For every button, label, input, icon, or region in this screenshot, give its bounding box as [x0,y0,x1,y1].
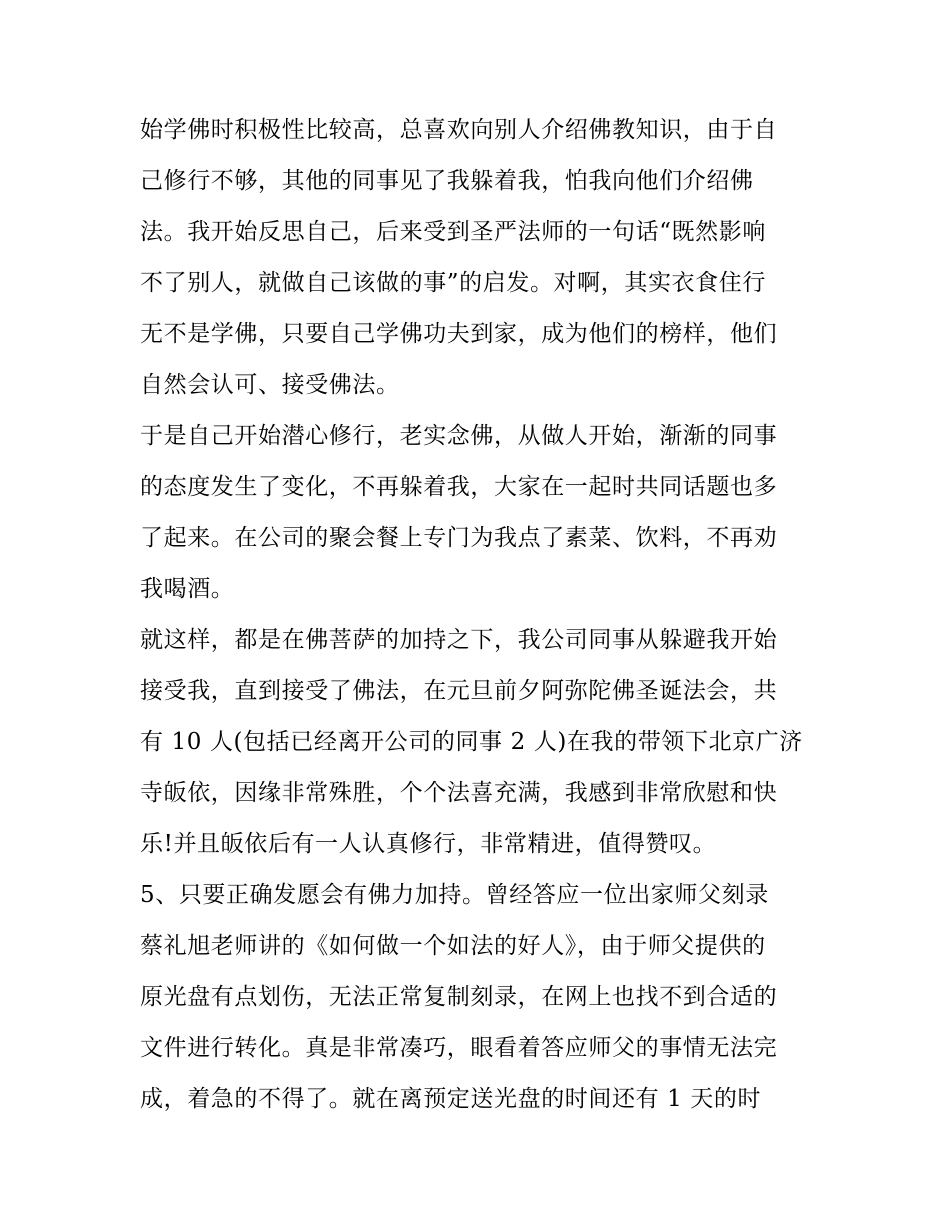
text-line: 于是自己开始潜心修行，老实念佛，从做人开始，渐渐的同事 [140,423,778,449]
text-line: 就这样，都是在佛菩萨的加持之下，我公司同事从躲避我开始 [140,627,778,653]
text-line: 5、只要正确发愿会有佛力加持。曾经答应一位出家师父刻录 [140,882,769,908]
text-line: 始学佛时积极性比较高，总喜欢向别人介绍佛教知识，由于自 [140,117,778,143]
text-line: 文件进行转化。真是非常凑巧，眼看着答应师父的事情无法完 [140,1035,778,1061]
text-line: 原光盘有点划伤，无法正常复制刻录，在网上也找不到合适的 [140,984,778,1010]
text-line: 成，着急的不得了。就在离预定送光盘的时间还有 1 天的时 [140,1086,762,1112]
text-line: 我喝酒。 [140,576,235,602]
text-line: 乐!并且皈依后有一人认真修行，非常精进，值得赞叹。 [140,831,717,857]
text-line: 不了别人，就做自己该做的事”的启发。对啊，其实衣食住行 [140,270,766,296]
body-text [140,105,820,1125]
text-line: 接受我，直到接受了佛法，在元旦前夕阿弥陀佛圣诞法会，共 [140,678,778,704]
text-line: 了起来。在公司的聚会餐上专门为我点了素菜、饮料，不再劝 [140,525,778,551]
text-line: 法。我开始反思自己，后来受到圣严法师的一句话“既然影响 [140,219,766,245]
text-line: 己修行不够，其他的同事见了我躲着我，怕我向他们介绍佛 [140,168,754,194]
text-line: 自然会认可、接受佛法。 [140,372,400,398]
text-line: 无不是学佛，只要自己学佛功夫到家，成为他们的榜样，他们 [140,321,778,347]
text-line: 寺皈依，因缘非常殊胜，个个法喜充满，我感到非常欣慰和快 [140,780,778,806]
text-line: 蔡礼旭老师讲的《如何做一个如法的好人》，由于师父提供的 [140,933,766,959]
text-line: 的态度发生了变化，不再躲着我，大家在一起时共同话题也多 [140,474,778,500]
text-line: 有 10 人(包括已经离开公司的同事 2 人)在我的带领下北京广济 [140,729,803,755]
